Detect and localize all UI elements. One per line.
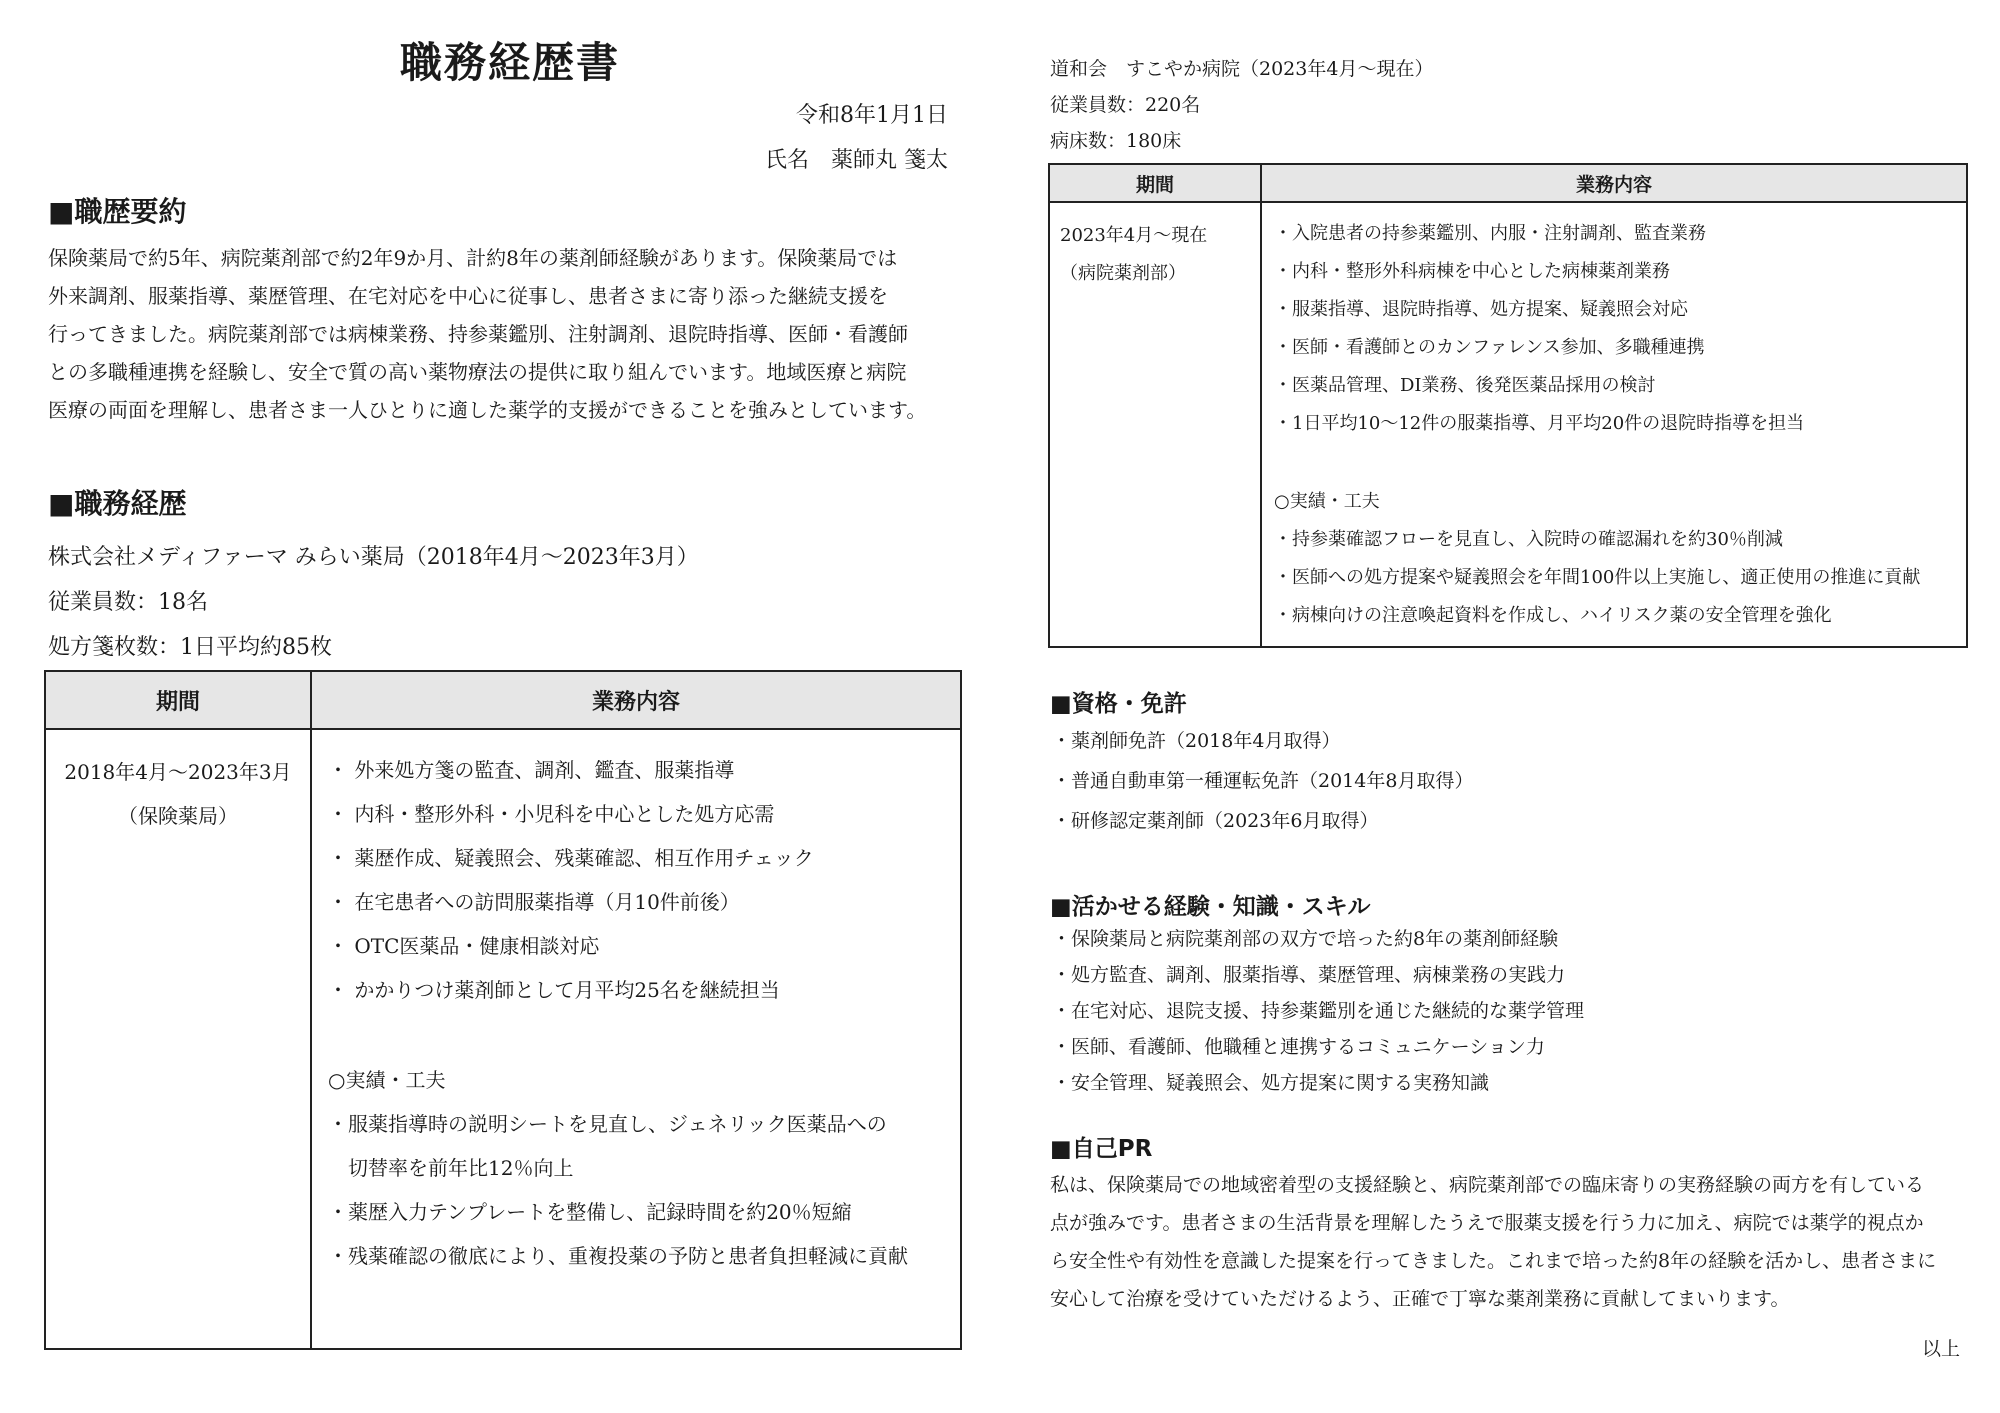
duties-cell	[1261, 202, 1967, 647]
duty-item: ・ 薬歴作成、疑義照会、残薬確認、相互作用チェック	[328, 846, 814, 870]
duty-item: ・ 内科・整形外科・小児科を中心とした処方応需	[328, 802, 775, 826]
skill-item: ・安全管理、疑義照会、処方提案に関する実務知識	[1052, 1072, 1490, 1094]
company2-beds: 病床数：180床	[1050, 130, 1182, 152]
achievements-title: ○実績・工夫	[1274, 491, 1380, 512]
closing-text: 以上	[1921, 1338, 1960, 1360]
duties-cell	[311, 729, 961, 1349]
applicant-name: 氏名 薬師丸 箋太	[765, 148, 948, 173]
pr-body	[1050, 1176, 1936, 1328]
skill-item: ・医師、看護師、他職種と連携するコミュニケーション力	[1052, 1036, 1545, 1058]
company2-employees: 従業員数：220名	[1050, 94, 1201, 116]
duty-item: ・1日平均10～12件の服薬指導、月平均20件の退院時指導を担当	[1274, 413, 1805, 434]
career-heading: ■職務経歴	[48, 487, 187, 520]
summary-line: 医療の両面を理解し、患者さま一人ひとりに適した薬学的支援ができることを強みとしています。	[48, 398, 927, 422]
company1-prescriptions: 処方箋枚数：1日平均約85枚	[48, 635, 332, 660]
period-line: 2023年4月～現在	[1060, 225, 1208, 246]
skill-item: ・保険薬局と病院薬剤部の双方で培った約8年の薬剤師経験	[1052, 928, 1559, 950]
col-period-header: 期間	[45, 671, 311, 729]
summary-line: 外来調剤、服薬指導、薬歴管理、在宅対応を中心に従事し、患者さまに寄り添った継続支援を	[48, 284, 888, 308]
duty-item: ・医薬品管理、DI業務、後発医薬品採用の検討	[1274, 375, 1656, 396]
col-duties-header: 業務内容	[1261, 164, 1967, 202]
period-cell	[45, 729, 311, 1349]
period-line: 2018年4月～2023年3月	[64, 760, 292, 784]
company1-name: 株式会社メディファーマ みらい薬局（2018年4月～2023年3月）	[48, 545, 699, 570]
pr-line: 点が強みです。患者さまの生活背景を理解したうえで服薬支援を行う力に加え、病院では薬学的視点か	[1050, 1212, 1924, 1234]
license-item: ・普通自動車第一種運転免許（2014年8月取得）	[1052, 770, 1474, 792]
licenses-heading: ■資格・免許	[1050, 691, 1187, 717]
document-date: 令和8年1月1日	[796, 103, 948, 128]
company2-table	[1048, 163, 1968, 648]
duty-item: ・ 外来処方箋の監査、調剤、鑑査、服薬指導	[328, 758, 735, 782]
achievement-item: ・服薬指導時の説明シートを見直し、ジェネリック医薬品への	[328, 1112, 887, 1136]
duty-item: ・ 在宅患者への訪問服薬指導（月10件前後）	[328, 890, 740, 914]
skills-heading: ■活かせる経験・知識・スキル	[1050, 894, 1371, 920]
skills-list	[1052, 930, 1584, 1110]
achievement-item: ・持参薬確認フローを見直し、入院時の確認漏れを約30％削減	[1274, 529, 1783, 550]
achievement-item: ・病棟向けの注意喚起資料を作成し、ハイリスク薬の安全管理を強化	[1274, 605, 1832, 626]
period-line: （病院薬剤部）	[1060, 263, 1186, 284]
achievement-item: ・残薬確認の徹底により、重複投薬の予防と患者負担軽減に貢献	[328, 1244, 908, 1268]
summary-line: との多職種連携を経験し、安全で質の高い薬物療法の提供に取り組んでいます。地域医療と病院	[48, 360, 907, 384]
summary-body	[48, 248, 926, 438]
skill-item: ・処方監査、調剤、服薬指導、薬歴管理、病棟業務の実践力	[1052, 964, 1566, 986]
duty-item: ・ かかりつけ薬剤師として月平均25名を継続担当	[328, 978, 780, 1002]
licenses-list	[1052, 732, 1473, 852]
period-line: （保険薬局）	[118, 804, 238, 828]
license-item: ・薬剤師免許（2018年4月取得）	[1052, 730, 1341, 752]
col-period-header: 期間	[1049, 164, 1261, 202]
pr-line: ら安全性や有効性を意識した提案を行ってきました。これまで培った約8年の経験を活かし、患者さまに	[1050, 1250, 1937, 1272]
pr-line: 安心して治療を受けていただけるよう、正確で丁寧な薬剤業務に貢献してまいります。	[1050, 1288, 1790, 1310]
company2-name: 道和会 すこやか病院（2023年4月～現在）	[1050, 58, 1434, 80]
skill-item: ・在宅対応、退院支援、持参薬鑑別を通じた継続的な薬学管理	[1052, 1000, 1585, 1022]
summary-line: 行ってきました。病院薬剤部では病棟業務、持参薬鑑別、注射調剤、退院時指導、医師・看護師	[48, 322, 908, 346]
license-item: ・研修認定薬剤師（2023年6月取得）	[1052, 810, 1379, 832]
period-cell	[1049, 202, 1261, 647]
document-title: 職務経歴書	[400, 38, 621, 87]
achievement-item: 切替率を前年比12％向上	[328, 1156, 574, 1180]
pr-line: 私は、保険薬局での地域密着型の支援経験と、病院薬剤部での臨床寄りの実務経験の両方を有している	[1050, 1174, 1925, 1196]
company1-table	[44, 670, 962, 1350]
duty-item: ・入院患者の持参薬鑑別、内服・注射調剤、監査業務	[1274, 223, 1706, 244]
col-duties-header: 業務内容	[311, 671, 961, 729]
company1-employees: 従業員数：18名	[48, 590, 208, 615]
achievement-item: ・薬歴入力テンプレートを整備し、記録時間を約20％短縮	[328, 1200, 852, 1224]
summary-heading: ■職歴要約	[48, 195, 187, 228]
duty-item: ・医師・看護師とのカンファレンス参加、多職種連携	[1274, 337, 1705, 358]
duty-item: ・服薬指導、退院時指導、処方提案、疑義照会対応	[1274, 299, 1688, 320]
achievement-item: ・医師への処方提案や疑義照会を年間100件以上実施し、適正使用の推進に貢献	[1274, 567, 1921, 588]
achievements-title: ○実績・工夫	[328, 1068, 446, 1092]
duty-item: ・ OTC医薬品・健康相談対応	[328, 934, 600, 958]
duty-item: ・内科・整形外科病棟を中心とした病棟薬剤業務	[1274, 261, 1670, 282]
summary-line: 保険薬局で約5年、病院薬剤部で約2年9か月、計約8年の薬剤師経験があります。保険薬局では	[48, 246, 898, 270]
pr-heading: ■自己PR	[1050, 1136, 1153, 1162]
